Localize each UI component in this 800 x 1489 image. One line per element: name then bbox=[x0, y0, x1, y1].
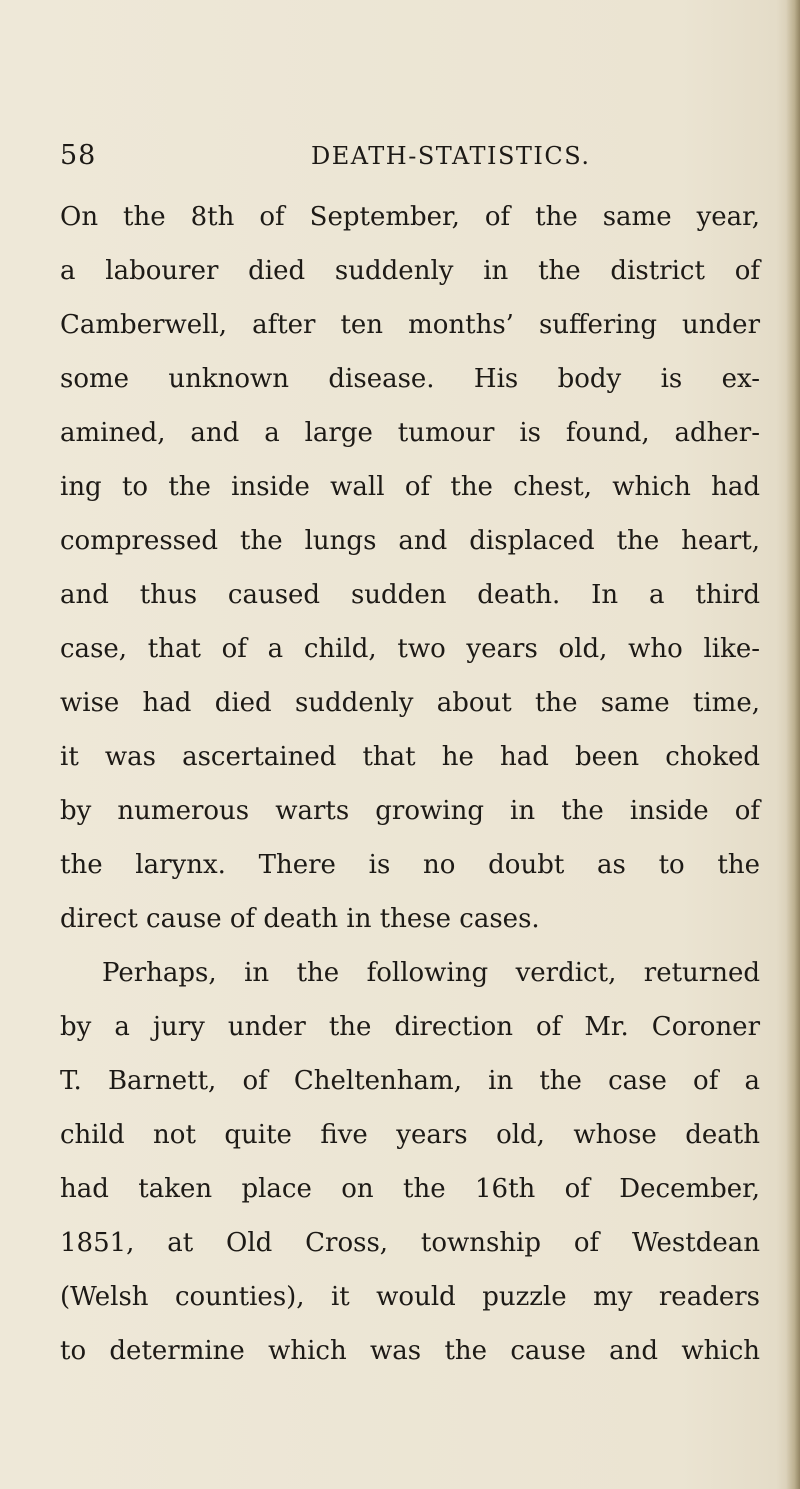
text-line: by numerous warts growing in the inside of bbox=[60, 796, 760, 826]
text-line: by a jury under the direction of Mr. Coroner bbox=[60, 1012, 760, 1042]
text-line: a labourer died suddenly in the district of bbox=[60, 256, 760, 286]
text-line: it was ascertained that he had been choked bbox=[60, 742, 760, 772]
text-line: wise had died suddenly about the same time, bbox=[60, 688, 760, 718]
text-line: had taken place on the 16th of December, bbox=[60, 1174, 760, 1204]
running-head: DEATH-STATISTICS. bbox=[311, 142, 591, 170]
text-line: 1851, at Old Cross, township of Westdean bbox=[60, 1228, 760, 1258]
page-number: 58 bbox=[60, 140, 97, 171]
page-header bbox=[0, 140, 800, 180]
text-line: compressed the lungs and displaced the heart, bbox=[60, 526, 760, 556]
text-line: child not quite five years old, whose death bbox=[60, 1120, 760, 1150]
text-line: the larynx. There is no doubt as to the bbox=[60, 850, 760, 880]
body-text bbox=[60, 190, 760, 1378]
text-line: and thus caused sudden death. In a third bbox=[60, 580, 760, 610]
page-edge-shadow bbox=[786, 0, 800, 1489]
text-line: some unknown disease. His body is ex- bbox=[60, 364, 760, 394]
text-line: amined, and a large tumour is found, adher- bbox=[60, 418, 760, 448]
text-line: (Welsh counties), it would puzzle my readers bbox=[60, 1282, 760, 1312]
text-line: ing to the inside wall of the chest, which had bbox=[60, 472, 760, 502]
text-line: Camberwell, after ten months’ suffering under bbox=[60, 310, 760, 340]
text-line: to determine which was the cause and which bbox=[60, 1336, 760, 1366]
text-line: case, that of a child, two years old, who like- bbox=[60, 634, 760, 664]
text-line: Perhaps, in the following verdict, returned bbox=[102, 958, 760, 988]
text-line: direct cause of death in these cases. bbox=[60, 904, 540, 934]
text-line: T. Barnett, of Cheltenham, in the case of a bbox=[60, 1066, 760, 1096]
text-line: On the 8th of September, of the same year, bbox=[60, 202, 760, 232]
